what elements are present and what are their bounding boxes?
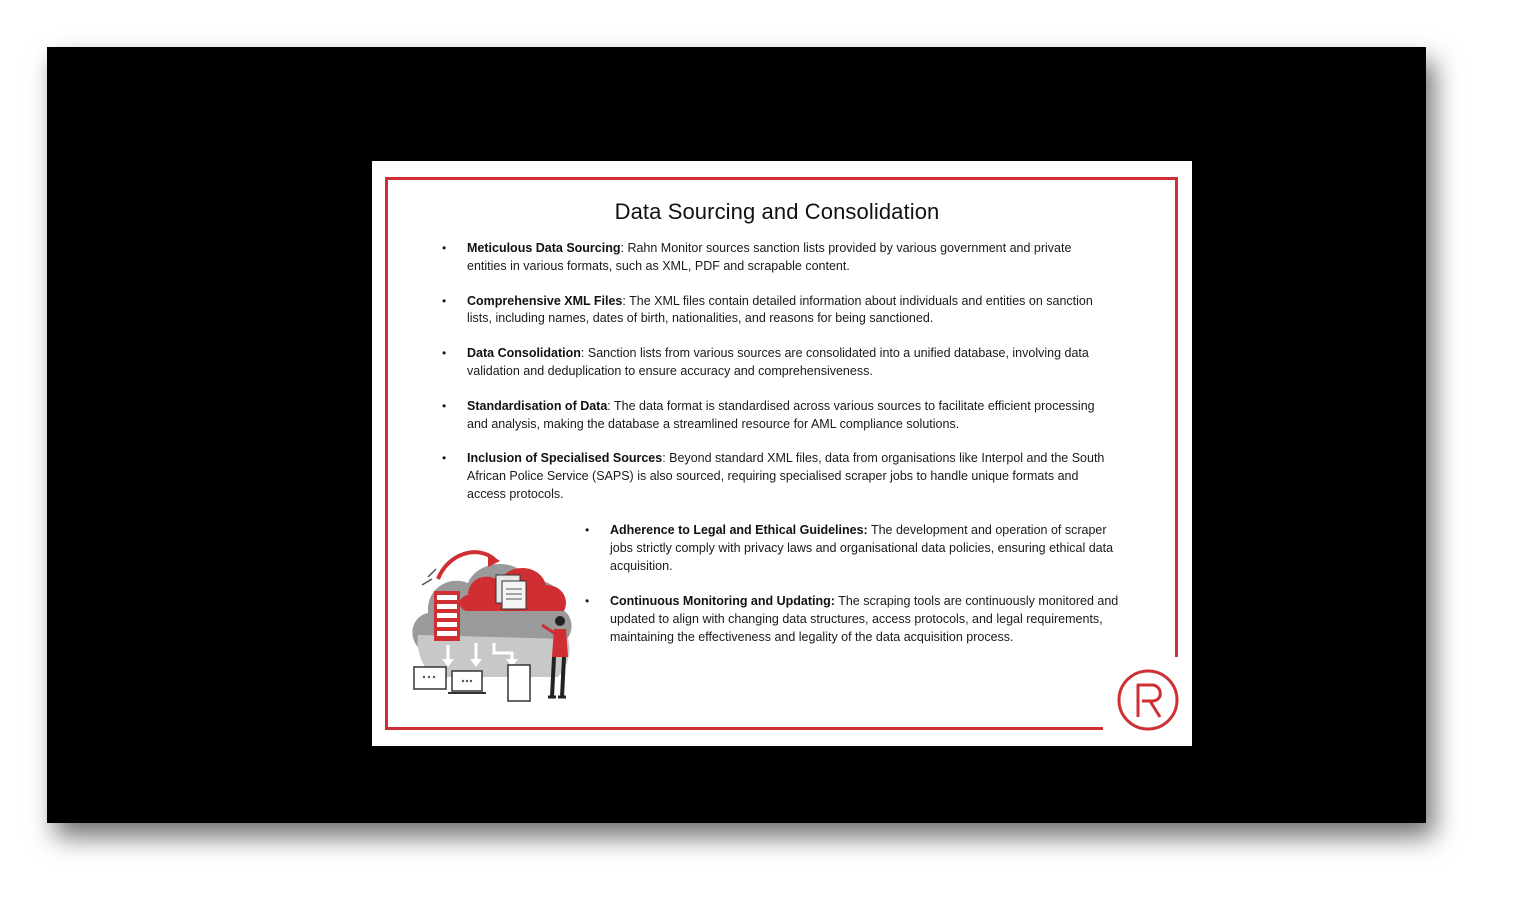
bullet-item: • Meticulous Data Sourcing: Rahn Monitor sources sanction lists provided by various government and private entities in various formats, such as XML, PDF and scrapable content. (442, 240, 1112, 276)
bullet-text: The data format is standardised across various sources to facilitate efficient processing and analysis, making the database a streamlined resource for AML compliance solutions. (467, 398, 1095, 431)
screen-share-area (47, 47, 1426, 823)
bullet-text: The scraping tools are continuously monitored and updated to align with changing data structures, access protocols, and legal requirements, maintaining the effectiveness and legality of the data acquisition process. (610, 594, 1119, 644)
bullet-heading: Continuous Monitoring and Updating: (610, 594, 835, 609)
bullet-item: • Standardisation of Data: The data format is standardised across various sources to facilitate efficient processing and analysis, making the database a streamlined resource for AML compliance solutions. (442, 398, 1112, 434)
bullet-text: The XML files contain detailed information about individuals and entities on sanction lists, including names, dates of birth, nationalities, and reasons for being sanctioned. (467, 293, 1093, 326)
bullet-item: • Comprehensive XML Files: The XML files contain detailed information about individuals and entities on sanction lists, including names, dates of birth, nationalities, and reasons for being sanctioned. (442, 293, 1112, 329)
bullet-item (585, 522, 1120, 575)
bullet-text: The development and operation of scraper jobs strictly comply with privacy laws and organisational data policies, ensuring ethical data acquisition. (610, 523, 1114, 573)
bullet-heading: Comprehensive XML Files (467, 293, 623, 308)
bullet-heading: Data Consolidation (467, 346, 581, 361)
bullet-heading: Standardisation of Data (467, 398, 608, 413)
slide-title: Data Sourcing and Consolidation (614, 199, 940, 224)
registered-r-logo-icon (1116, 669, 1182, 731)
bullet-heading: Meticulous Data Sourcing (467, 241, 621, 255)
bullet-item: • Data Consolidation: Sanction lists from various sources are consolidated into a unified database, involving data validation and deduplication to ensure accuracy and comprehensiveness. (442, 345, 1112, 381)
bullet-heading: Adherence to Legal and Ethical Guidelines: (610, 523, 868, 537)
presentation-slide (372, 161, 1192, 746)
bullet-text: Beyond standard XML files, data from organisations like Interpol and the South African Police Service (SAPS) is also sourced, requiring specialised scraper jobs to handle unique formats and access protocols. (467, 451, 1105, 501)
bullet-list-lower (585, 522, 1120, 665)
bullet-text: Sanction lists from various sources are consolidated into a unified database, involving data validation and deduplication to ensure accuracy and comprehensiveness. (467, 346, 1089, 378)
cloud-data-illustration-icon (408, 539, 580, 707)
bullet-item (585, 593, 1120, 646)
bullet-heading: Inclusion of Specialised Sources (467, 451, 663, 466)
bullet-text: Rahn Monitor sources sanction lists provided by various government and private entities in various formats, such as XML, PDF and scrapable content. (467, 241, 1072, 273)
bullet-list (442, 240, 1112, 521)
bullet-item: • Inclusion of Specialised Sources: Beyond standard XML files, data from organisations like Interpol and the South African Police Service (SAPS) is also sourced, requiring specialised scraper jobs to handle unique formats and access protocols. (442, 450, 1112, 503)
